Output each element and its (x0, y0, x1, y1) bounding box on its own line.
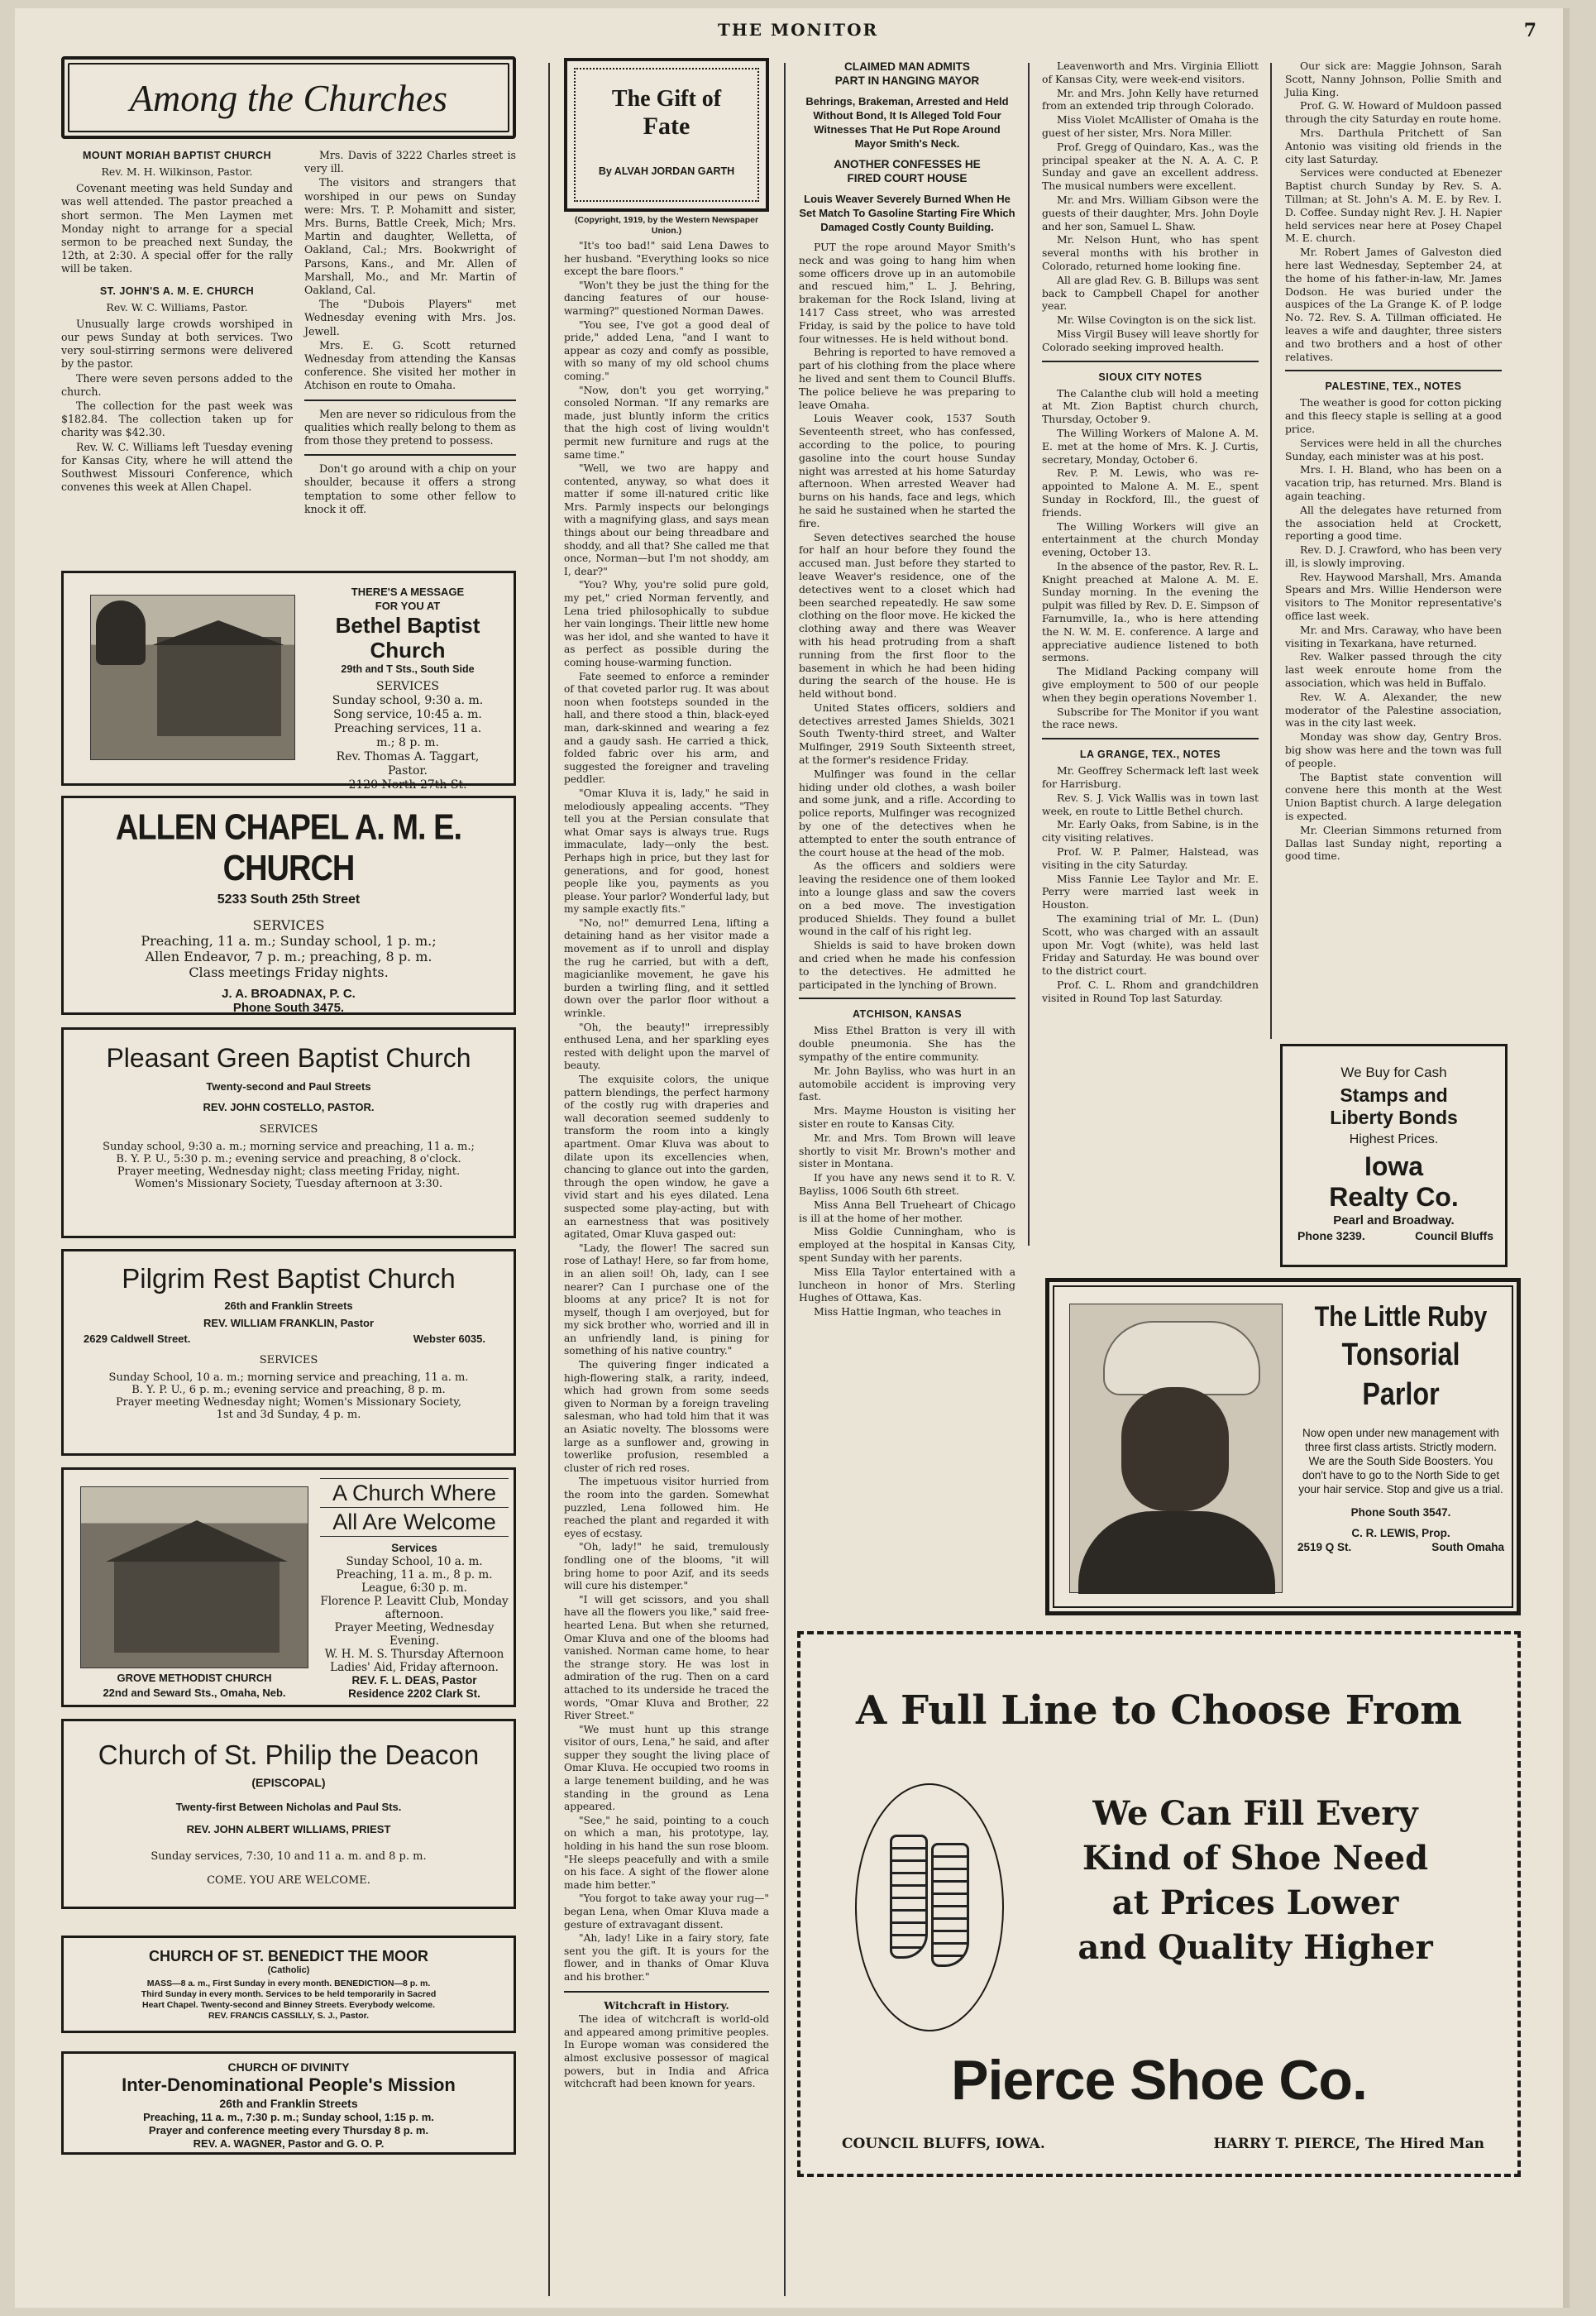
divider (304, 400, 516, 401)
little-ruby-ad (1045, 1278, 1521, 1615)
ad-title: Realty Co. (1329, 1182, 1459, 1212)
ad-text: We Buy for Cash (1340, 1065, 1447, 1080)
divider (564, 1991, 769, 1993)
story-paragraph: "It's too bad!" said Lena Dawes to her husband. "Everything looks so nice except the bare floors." (564, 240, 769, 278)
story-paragraph: "See," he said, pointing to a couch on which a man, his prototype, lay, holding in his hand the sun rose bloom. "He sleeps peacefully and with a smile on his face. A sight of the flower alone made him better." (564, 1814, 769, 1891)
witchcraft-text: The idea of witchcraft is world-old and appeared among primitive peoples. In Europe woman was considered the almost exclusive possessor of magical powers, but in India and Africa witchcraft had been known for years. (564, 2013, 769, 2090)
divider (799, 998, 1015, 999)
ad-phone: Phone 3239. (1297, 1229, 1365, 1242)
news-paragraph: Miss Virgil Busey will leave shortly for Colorado seeking improved health. (1042, 327, 1259, 353)
ad-text: Highest Prices. (1349, 1132, 1439, 1146)
news-paragraph: Mrs. Darthula Pritchett of San Antonio was visiting old friends in the city last Saturday. (1285, 126, 1502, 165)
ad-text: J. A. BROADNAX, P. C. (222, 987, 356, 1001)
ad-services-label: SERVICES (259, 1354, 318, 1366)
ad-text: Prayer meeting, Wednesday night; class meeting Friday, night. (117, 1165, 461, 1178)
news-paragraph: Mr. and Mrs. Tom Brown will leave shortly to visit Mr. Brown's mother and sister in Montana. (799, 1131, 1015, 1170)
ad-text: 2629 Caldwell Street. (84, 1333, 191, 1345)
barber-portrait (1069, 1304, 1283, 1593)
story-paragraph: "Lady, the flower! The sacred sun rose of Lathay! Here, so far from home, in an alien soil! Oh, lady, can I see nearer? Can I purchase one of the blooms at any price? It is not for myself, though I am overjoyed, but for my sick brother who, worried and ill in an unfriendly land, is pining for something of his native country." (564, 1242, 769, 1357)
ad-text: and Quality Higher (1078, 1928, 1433, 1967)
news-paragraph: Mr. Robert James of Galveston died here last Wednesday, September 24, at the home of his father-in-law, Mr. James Dodson. He was buried under the auspices of the La Grange K. of P. lodge No. 72. Rev. S. A. Tillman officiated. He leaves a wife and daughter, three sisters and two brothers and a host of other relatives. (1285, 246, 1502, 363)
pleasant-green-ad (61, 1027, 516, 1238)
ad-caption: GROVE METHODIST CHURCH (117, 1672, 272, 1684)
ad-pastor: REV. A. WAGNER, Pastor and G. O. P. (193, 2137, 385, 2150)
church-news: Covenant meeting was held Sunday and was well attended. The pastor preached a short sermon. The Men Laymen met Monday night to arrange for a special sermon to be preached next Sunday, the 12th, at 2:30. A special offer for the rally will be taken. (61, 182, 293, 275)
churches-column-right (304, 149, 516, 562)
ad-text: Women's Missionary Society, Tuesday afternoon at 3:30. (134, 1178, 443, 1190)
divider (1042, 361, 1259, 362)
witchcraft-title: Witchcraft in History. (604, 1998, 729, 2012)
story-paragraph: "Oh, the beauty!" irrepressibly enthused Lena, and her sparkling eyes rested with delight upon the marvel of beauty. (564, 1021, 769, 1072)
ad-text: THERE'S A MESSAGE (351, 586, 465, 598)
story-paragraph: "Now, don't you get worrying," consoled Norman. "If any remarks are made, just bluntly inform the critics that the high cost of living wouldn't permit new furniture and rugs at the same time." (564, 384, 769, 461)
story-title: The Gift of (611, 86, 722, 112)
ad-title: Tonsorial (1341, 1337, 1460, 1372)
st-philip-ad (61, 1719, 516, 1909)
church-news: The visitors and strangers that worshiped in our pews on Sunday were: Mrs. T. P. Mohamitt and sister, Mrs. Burns, Battle Creek, Mich; Mrs. Martin and daughter, Welletta, of Oakland, Cal.; Mrs. Bookwright of Parsons, Kans., and Mr. Allen of Marshall, Mo., and Mr. Martin of Oakland, Cal. (304, 176, 516, 297)
ad-title: CHURCH OF ST. BENEDICT THE MOOR (148, 1948, 428, 1964)
news-paragraph: Miss Violet McAllister of Omaha is the guest of her sister, Mrs. Nora Miller. (1042, 113, 1259, 139)
church-news: Rev. W. C. Williams left Tuesday evening for Kansas City, where he will attend the Southwest Missouri Conference, which convenes this week at Allen Chapel. (61, 440, 293, 494)
ad-text: COUNCIL BLUFFS, IOWA. (842, 2136, 1045, 2152)
ad-text: Prayer and conference meeting every Thursday 8 p. m. (148, 2124, 429, 2137)
texas-paragraphs (1285, 60, 1502, 363)
news-paragraph: Mulfinger was found in the cellar hiding under old clothes, a wash boiler and some junk, and a rifle. According to police reports, Mulfinger was recognized by one of the detectives when he attempted to enter the south entrance of the court house at the head of the mob. (799, 767, 1015, 859)
sioux-paragraphs (1042, 387, 1259, 732)
ad-pastor: REV. F. L. DEAS, Pastor (351, 1674, 477, 1687)
ad-title: Stamps and (1340, 1084, 1448, 1106)
ad-title: Bethel Baptist (335, 613, 480, 638)
page-header (15, 20, 1570, 41)
church-news: Mrs. E. G. Scott returned Wednesday from attending the Kansas conference. She visited her mother in Atchison en route to Omaha. (304, 338, 516, 392)
story-paragraph: "Ah, lady! Like in a fairy story, fate sent you the gift. It is yours for the flower, and in thanks of Omar Kluva and his brother." (564, 1932, 769, 1983)
news-paragraph: Mr. Wilse Covington is on the sick list. (1057, 313, 1257, 327)
story-paragraph: The impetuous visitor hurried from the room into the garden. Somewhat puzzled, Lena followed him. He reached the plant and regarded it with eyes of ecstasy. (564, 1476, 769, 1539)
newspaper-page (15, 8, 1570, 2308)
news-paragraph: Miss Anna Bell Trueheart of Chicago is ill at the home of her mother. (799, 1198, 1015, 1224)
news-paragraph: Mr. John Bayliss, who was hurt in an automobile accident is improving very fast. (799, 1064, 1015, 1103)
church-news: The "Dubois Players" met Wednesday evening with Mrs. Jos. Jewell. (304, 298, 516, 337)
ad-address: Twenty-second and Paul Streets (206, 1080, 371, 1093)
ad-text: CHURCH OF DIVINITY (227, 2060, 350, 2074)
iowa-realty-ad (1280, 1044, 1508, 1267)
news-paragraph: United States officers, soldiers and detectives arrested James Shields, 3021 South Twenty-third street, and Walter Mulfinger, 2919 South Sixteenth street, at the former's residence Friday. (799, 701, 1015, 767)
ad-text: Sunday school, 9:30 a. m. (332, 694, 484, 707)
church-building (157, 637, 281, 736)
allen-chapel-ad (61, 796, 516, 1015)
ad-text: Third Sunday in every month. Services to be held temporarily in Sacred (141, 1989, 437, 1999)
pastor-portrait (96, 601, 146, 665)
shoe-icon (931, 1843, 969, 1967)
ad-text: 2120 North 27th St. (348, 778, 467, 792)
church-roof (106, 1520, 288, 1562)
church-news: Unusually large crowds worshiped in our pews Sunday at both services. Two very soul-stirring sermons were delivered by the pastor. (61, 317, 293, 371)
ad-text: Allen Endeavor, 7 p. m.; preaching, 8 p. m. (145, 949, 432, 964)
church-building (114, 1562, 280, 1653)
ad-services-label: Services (391, 1542, 437, 1554)
news-paragraph: Mrs. I. H. Bland, who has been on a vacation trip, has returned. Mrs. Bland is again teaching. (1285, 463, 1502, 502)
ad-text: Council Bluffs (1415, 1229, 1493, 1242)
news-paragraph: If you have any news send it to R. V. Bayliss, 1006 South 6th street. (799, 1171, 1015, 1197)
news-paragraph: Rev. D. J. Crawford, who has been very ill, is slowly improving. (1285, 543, 1502, 569)
ad-address: 5233 South 25th Street (217, 892, 361, 907)
news-paragraph: Rev. W. A. Alexander, the new moderator of the Palestine association, was in the city last week. (1285, 690, 1502, 730)
story-copyright: (Copyright, 1919, by the Western Newspaper Union.) (574, 215, 759, 236)
news-paragraph: The Calanthe club will hold a meeting at Mt. Zion Baptist church church, Thursday, October 9. (1042, 386, 1259, 426)
news-paragraph: Prof. W. P. Palmer, Halstead, was visiting in the city Saturday. (1042, 845, 1259, 871)
church-title: ST. JOHN'S A. M. E. CHURCH (99, 285, 255, 297)
grove-methodist-ad (61, 1467, 516, 1707)
st-benedict-ad (61, 1936, 516, 2033)
news-paragraph: Rev. S. J. Vick Wallis was in town last week, en route to Little Bethel church. (1042, 791, 1259, 817)
news-paragraph: Mr. Nelson Hunt, who has spent several months with his brother in Colorado, returned home looking fine. (1042, 233, 1259, 272)
story-title-box (564, 58, 769, 212)
story-author: By ALVAH JORDAN GARTH (598, 165, 735, 177)
news-paragraph: Prof. Gregg of Quindaro, Kas., was the principal speaker at the N. A. A. C. P. Sunday and gave an excellent address. The musical numbers were excellent. (1042, 140, 1259, 193)
ad-text: Preaching, 11 a. m., 8 p. m. (336, 1568, 493, 1581)
lagrange-paragraphs (1042, 764, 1259, 1004)
story-title: Fate (643, 112, 690, 140)
pilgrim-rest-ad (61, 1249, 516, 1456)
section-title: SIOUX CITY NOTES (1098, 371, 1202, 383)
news-paragraph: The Baptist state convention will convene here this month at the West Union Baptist church. A large delegation is expected. (1285, 770, 1502, 823)
ad-pastor: REV. WILLIAM FRANKLIN, Pastor (203, 1317, 375, 1329)
ad-text: We Can Fill Every (1092, 1794, 1418, 1833)
news-paragraph: Services were held in all the churches Sunday, each minister was at his post. (1285, 436, 1502, 462)
filler-text: Men are never so ridiculous from the qualities which really belong to them as from those they pretend to possess. (304, 407, 516, 447)
headline: CLAIMED MAN ADMITS (843, 60, 971, 73)
churches-column-left (61, 149, 293, 562)
ad-text: South Omaha (1431, 1541, 1504, 1553)
news-paragraph: Shields is said to have broken down and cried when he made his confession to the detectives. He admitted he participated in the lynching of Brown. (799, 939, 1015, 991)
ad-title: Pierce Shoe Co. (951, 2049, 1367, 2112)
church-news: There were seven persons added to the church. (61, 371, 293, 398)
ad-title: Inter-Denominational People's Mission (122, 2074, 456, 2095)
texas-news-column (1285, 60, 1502, 1036)
news-paragraph: Miss Fannie Lee Taylor and Mr. E. Perry were married last week in Houston. (1042, 872, 1259, 912)
ad-title: Iowa (1364, 1151, 1424, 1181)
story-paragraph: "Well, we two are happy and contented, anyway, so what does it matter if some ill-natured critic like Mrs. Parmly inspects our belongings with a magnifying glass, and says mean things about our being threadbare and shoddy, and all that? She called me that once, Norman—but I'm not shoddy, am I, dear?" (564, 462, 769, 577)
divider (1042, 738, 1259, 739)
news-paragraph: In the absence of the pastor, Rev. R. L. Knight preached at Malone A. M. E. Sunday morning. In the evening the pulpit was filled by Rev. D. E. Simpson of Farnumville, Ia., who is here attending the N. W. M. E. conference. A large and appreciative audience listened to both sermons. (1042, 559, 1259, 664)
ad-caption: 22nd and Seward Sts., Omaha, Neb. (103, 1687, 286, 1699)
headline-deck: Behrings, Brakeman, Arrested and Held Without Bond, It Is Alleged Told Four Witnesses That He Put Rope Around Mayor Smith's Neck. (805, 95, 1009, 150)
ad-text: Phone South 3475. (232, 1001, 345, 1015)
suit (1078, 1511, 1275, 1594)
shoe-icon (890, 1835, 928, 1959)
ad-text: B. Y. P. U., 5:30 p. m.; evening service and preaching, 8 o'clock. (116, 1153, 461, 1165)
ad-headline: A Full Line to Choose From (855, 1687, 1463, 1734)
ad-address: Twenty-first Between Nicholas and Paul Sts. (175, 1801, 402, 1813)
story-paragraph: The exquisite colors, the unique pattern blendings, the perfect harmony of the costly rug with draperies and wall decoration seemed suddenly to transform the room into a kingly apartment. Omar Kluva was about to dilate upon its excellencies when, chancing to glance out into the garden, through the open window, he gave a vivid start and his eyes dilated. Lena suspected some play-acting, but with an earnestness that was positively agitated, Omar Kluva gasped out: (564, 1074, 769, 1241)
face (1121, 1387, 1229, 1511)
ad-text: Prayer Meeting, Wednesday Evening. (334, 1621, 495, 1648)
churches-heading-box (61, 56, 516, 139)
ad-text: Now open under new management with three first class artists. Strictly modern. We are the South Side Boosters. You don't have to go to the North Side to get your hair service. Stop and give us a trial. (1298, 1427, 1503, 1495)
ad-subtitle: (Catholic) (267, 1965, 310, 1975)
ad-pastor: REV. JOHN ALBERT WILLIAMS, PRIEST (186, 1823, 391, 1835)
ad-title: ALLEN CHAPEL A. M. E. CHURCH (115, 807, 462, 889)
ad-address: 26th and Franklin Streets (219, 2097, 358, 2110)
church-roof (152, 620, 284, 645)
ad-phone: Phone South 3547. (1350, 1506, 1451, 1519)
news-column (799, 60, 1015, 1318)
ad-text: Sunday School, 10 a. m.; morning service and preaching, 11 a. m. (108, 1371, 469, 1384)
story-paragraph: "No, no!" demurred Lena, lifting a detaining hand as her visitor made a movement as if to unroll and display the rug he carried, but with a deft, magicianlike movement, he gave his burden a twirling fling, and it settled down over the parlor floor without a wrinkle. (564, 916, 769, 1020)
ad-title: The Little Ruby (1314, 1301, 1488, 1333)
ad-text: Kind of Shoe Need (1082, 1839, 1429, 1878)
story-paragraph: "You? Why, you're solid pure gold, my pet," cried Norman fervently, and Lena tried philosophically to subdue her vain longings. Their little new home was her idol, and she wanted to have it as perfect as possible during the coming house-warming function. (564, 579, 769, 668)
ad-text: B. Y. P. U., 6 p. m.; evening service and preaching, 8 p. m. (131, 1384, 446, 1396)
ad-services-label: SERVICES (375, 680, 439, 693)
local-news-column (1042, 60, 1259, 1242)
news-paragraph: The Midland Packing company will give employment to 500 of our people when they begin operations November 1. (1042, 665, 1259, 704)
ad-text: Sunday services, 7:30, 10 and 11 a. m. and 8 p. m. (151, 1850, 427, 1863)
ad-subtitle: (EPISCOPAL) (251, 1776, 326, 1789)
filler-text: Don't go around with a chip on your shoulder, because it offers a strong temptation to some other fellow to knock it off. (304, 462, 516, 515)
page-number: 7 (1523, 20, 1536, 41)
news-paragraph: Behring is reported to have removed a part of his clothing from the place where he lived and sent them to Council Bluffs. The police believe he was preparing to leave Omaha. (799, 346, 1015, 411)
ad-text: Prayer meeting Wednesday night; Women's Missionary Society, (115, 1396, 462, 1409)
ad-text: League, 6:30 p. m. (361, 1581, 467, 1595)
ad-text: FOR YOU AT (375, 600, 441, 612)
ad-text: Preaching, 11 a. m.; Sunday school, 1 p. m.; (141, 933, 437, 949)
story-paragraph: "You see, I've got a good deal of pride," added Lena, "and I want to appear as cozy and comfy as possible, with so many of my old school chums coming." (564, 318, 769, 382)
ad-title: Pleasant Green Baptist Church (106, 1043, 471, 1073)
ad-text: 1st and 3d Sunday, 4 p. m. (216, 1409, 361, 1421)
story-paragraph: "You forgot to take away your rug—" began Lena, when Omar Kluva made a gesture of extravagant dissent. (564, 1893, 769, 1931)
news-paragraph: Mr. and Mrs. John Kelly have returned from an extended trip through Colorado. (1042, 86, 1259, 112)
news-paragraph: Prof. C. L. Rhom and grandchildren visited in Round Top last Saturday. (1042, 979, 1259, 1004)
church-title: MOUNT MORIAH BAPTIST CHURCH (82, 150, 272, 161)
ad-text: Rev. Thomas A. Taggart, (336, 750, 480, 763)
ad-title: Pilgrim Rest Baptist Church (122, 1263, 456, 1294)
bethel-baptist-ad (61, 571, 516, 792)
news-paragraph: Mrs. Mayme Houston is visiting her sister en route to Kansas City. (799, 1104, 1015, 1130)
ad-text: COME. YOU ARE WELCOME. (207, 1874, 370, 1887)
ad-address: 29th and T Sts., South Side (341, 663, 475, 675)
news-paragraph: The Willing Workers will give an entertainment at the church Monday evening, October 13. (1042, 519, 1259, 559)
church-pastor: Rev. W. C. Williams, Pastor. (106, 300, 248, 313)
news-paragraph: Miss Ella Taylor entertained with a luncheon in honor of Mrs. Sterling Hughes of Ottawa, Kas. (799, 1265, 1015, 1304)
ad-text: Florence P. Leavitt Club, Monday afternoon. (320, 1595, 509, 1621)
divider (304, 454, 516, 456)
ad-pastor: REV. JOHN COSTELLO, PASTOR. (203, 1101, 375, 1113)
story-paragraph: "Omar Kluva it is, lady," he said in melodiously appealing accents. "They tell you at the Persian consulate that what Omar says is always true. Rugs immaculate, lady—only the best. Perhaps high in price, but they last for generations, and for good, honest people like you, payments as you please. Your parlor? Wonderful lady, but my sample exactly fits." (564, 787, 770, 916)
story-column (564, 215, 769, 2299)
church-photo (80, 1486, 308, 1668)
news-paragraph: Rev. Walker passed through the city last week enroute home from the association, which was held in Buffalo. (1285, 650, 1502, 690)
news-paragraph: The weather is good for cotton picking and this fleecy staple is selling at a good price. (1285, 396, 1502, 435)
news-paragraph: Our sick are: Maggie Johnson, Sarah Scott, Nanny Johnson, Pollie Smith and Julia King. (1285, 60, 1502, 98)
news-paragraph: The Willing Workers of Malone A. M. E. met at the home of Mrs. K. J. Curtis, secretary, Monday, October 6. (1042, 426, 1259, 466)
column-rule (548, 63, 550, 2296)
ad-title: Parlor (1362, 1377, 1440, 1412)
ad-text: W. H. M. S. Thursday Afternoon (324, 1648, 504, 1661)
pierce-shoe-ad (797, 1631, 1521, 2177)
headline-deck: Louis Weaver Severely Burned When He Set Match To Gasoline Starting Fire Which Damaged Costly County Building. (799, 193, 1015, 233)
ad-text: Heart Chapel. Twenty-second and Binney Streets. Everybody welcome. (142, 2000, 435, 2010)
column-rule (784, 63, 786, 2296)
church-news: Mrs. Davis of 3222 Charles street is very ill. (304, 149, 516, 175)
ad-address: 26th and Franklin Streets (224, 1299, 353, 1312)
ad-text: Song service, 10:45 a. m. (333, 708, 482, 721)
ad-text: Sunday School, 10 a. m. (346, 1555, 483, 1568)
church-news: The collection for the past week was $182.84. The collection taken up for charity was $42.30. (61, 400, 293, 439)
ad-phone: Webster 6035. (413, 1333, 485, 1345)
ad-text: Pastor. (388, 764, 428, 778)
news-paragraph: Leavenworth and Mrs. Virginia Elliott of Kansas City, were week-end visitors. (1042, 60, 1259, 85)
local-paragraphs (1042, 60, 1259, 354)
news-paragraphs (799, 241, 1015, 991)
story-paragraphs (564, 240, 769, 1984)
church-photo (90, 595, 295, 760)
news-paragraph: Monday was show day, Gentry Bros. big show was here and the town was full of people. (1285, 730, 1502, 769)
story-paragraph: "Oh, lady!" he said, tremulously fondling one of the blooms, "it will bring home to poor Azif, and its seeds will cure his distemper." (564, 1541, 769, 1592)
divinity-mission-ad (61, 2051, 516, 2155)
column-rule (1028, 63, 1030, 1246)
ad-text: MASS—8 a. m., First Sunday in every month. BENEDICTION—8 p. m. (146, 1979, 431, 1988)
ad-text: Preaching, 11 a. m., 7:30 p. m.; Sunday school, 1:15 p. m. (143, 2111, 434, 2123)
ad-text: Residence 2202 Clark St. (348, 1687, 480, 1700)
column-rule (1270, 63, 1272, 1039)
news-paragraph: Seven detectives searched the house for half an hour before they found the accused man. Just before they started to leave Weaver's residence, one of the detectives went to a closet which had been searched repeatedly. He saw some clothing on the floor move. He kicked the clothing away and there was Weaver with his head protruding from a shaft running from the first floor to the basement in which he had been hiding during the search of the house. He is held without bond. (799, 530, 1015, 701)
ad-services-label: SERVICES (259, 1123, 318, 1136)
story-paragraph: "Won't they be just the thing for the dancing features of our house-warming?" questioned Norman Dawes. (564, 279, 769, 317)
palestine-paragraphs (1285, 396, 1502, 863)
ad-title: Liberty Bonds (1330, 1107, 1458, 1128)
news-paragraph: Subscribe for The Monitor if you want the race news. (1042, 705, 1259, 731)
masthead: THE MONITOR (718, 20, 879, 40)
section-title: LA GRANGE, TEX., NOTES (1079, 749, 1221, 761)
ad-title: Church of St. Philip the Deacon (98, 1739, 480, 1770)
news-paragraph: All are glad Rev. G. B. Billups was sent back to Campbell Chapel for another year. (1042, 273, 1259, 313)
news-paragraph: The examining trial of Mr. L. (Dun) Scott, who was charged with an assault upon Mr. Vogt (white), was held last Friday and Saturday. He was bound over to the district court. (1042, 912, 1259, 978)
churches-heading: Among the Churches (129, 77, 448, 119)
divider (1285, 370, 1502, 371)
ad-text: Class meetings Friday nights. (189, 964, 389, 980)
news-paragraph: Services were conducted at Ebenezer Baptist church Sunday by Rev. S. A. Tillman; at St. John's A. M. E. by Rev. I. D. Coffee. Sunday night Rev. J. H. Napier held services near here at Posey Chapel M. E. church. (1285, 166, 1502, 245)
ad-text: HARRY T. PIERCE, The Hired Man (1213, 2136, 1484, 2152)
ad-text: Preaching services, 11 a. (333, 722, 482, 735)
section-title: PALESTINE, TEX., NOTES (1325, 380, 1462, 393)
news-paragraph: Mr. Geoffrey Schermack left last week for Harrisburg. (1042, 764, 1259, 791)
ad-title: A Church Where (320, 1478, 509, 1507)
news-paragraph: As the officers and soldiers were leaving the residence one of them looked into a lounge glass and saw the covers on a bed move. The investigation produced Shields. They found a bullet wound in the calf of his right leg. (799, 859, 1015, 938)
news-paragraph: All the delegates have returned from the association held at Crockett, reporting a good time. (1285, 503, 1502, 543)
ad-services-label: SERVICES (252, 917, 325, 933)
ad-title: All Are Welcome (320, 1507, 509, 1537)
ad-text: Sunday school, 9:30 a. m.; morning service and preaching, 11 a. m.; (103, 1141, 475, 1153)
news-paragraph: Prof. G. W. Howard of Muldoon passed through the city Saturday en route home. (1285, 99, 1502, 126)
headline: FIRED COURT HOUSE (847, 172, 968, 184)
story-paragraph: "We must hunt up this strange visitor of ours, Lena," he said, and after supper they sought the living place of Omar Kluva. He occupied two rooms in a large tenement building, and he was standing in the ground as Lena appeared. (564, 1723, 769, 1813)
ad-pastor: REV. FRANCIS CASSILLY, S. J., Pastor. (208, 2011, 370, 2021)
ad-title: Church (370, 638, 446, 663)
story-paragraph: The quivering finger indicated a high-flowering stalk, a rarity, indeed, which had grown from some seeds given to Norman by a foreign traveling salesman, who had told him that it was an Asiatic novelty. The blossoms were large as a sunflower and, growing in towerlike profusion, resembled a cluster of rich red roses. (564, 1359, 769, 1474)
news-paragraph: Mr. Cleerian Simmons returned from Dallas last Sunday night, reporting a good time. (1285, 823, 1502, 863)
news-paragraph: PUT the rope around Mayor Smith's neck and was going to hang him when some officers drove up in an automobile and rescued him," L. J. Behring, brakeman for the Rock Island, living at 1417 Cass street, who was arrested Friday, is said by the police to have told four witnesses. He is held without bond. (799, 241, 1015, 345)
ad-text: m.; 8 p. m. (376, 736, 439, 749)
news-paragraph: Rev. Haywood Marshall, Mrs. Amanda Spears and Mrs. Willie Henderson were visitors to The Monitor representative's office last week. (1285, 570, 1502, 623)
news-paragraph: Rev. P. M. Lewis, who was re-appointed to Malone A. M. E., spent Sunday in Rockford, Ill., the guest of friends. (1042, 467, 1259, 519)
news-paragraph: Miss Goldie Cunningham, who is employed at the hospital in Kansas City, spent Sunday with her parents. (799, 1225, 1015, 1264)
story-paragraph: Fate seemed to enforce a reminder of that coveted parlor rug. It was about noon when footsteps sounded in the hall, and there stood a thin, black-eyed man, dark-skinned and wearing a fez and a gaudy sash. He carried a thick, folded fabric over his arm, and suggested the foreigner and traveling peddler. (564, 670, 769, 786)
news-paragraph: Mr. and Mrs. Caraway, who have been visiting in Texarkana, have returned. (1285, 623, 1502, 649)
news-paragraph: Miss Hattie Ingman, who teaches in (814, 1305, 1001, 1318)
news-paragraph: Mr. Early Oaks, from Sabine, is in the city visiting relatives. (1042, 818, 1259, 845)
headline: ANOTHER CONFESSES HE (834, 158, 981, 170)
news-paragraph: Miss Ethel Bratton is very ill with double pneumonia. She has the sympathy of the entire community. (799, 1024, 1015, 1064)
ad-text: at Prices Lower (1111, 1883, 1399, 1922)
headline: PART IN HANGING MAYOR (834, 74, 980, 87)
news-paragraph: Mr. and Mrs. William Gibson were the guests of their daughter, Mrs. John Doyle and her son, Samuel L. Shaw. (1042, 193, 1259, 232)
ad-text: C. R. LEWIS, Prop. (1351, 1527, 1450, 1539)
shoe-illustration (855, 1783, 1004, 2031)
ad-text: Ladies' Aid, Friday afternoon. (330, 1661, 499, 1674)
news-paragraph: Louis Weaver cook, 1537 South Seventeenth street, who has confessed, according to the police, to pouring gasoline into the court house Sunday night was arrested at his home Saturday afternoon. When arrested Weaver had burns on his hands, face and legs, which he said he sustained when he started the fire. (799, 412, 1015, 529)
atchison-paragraphs (799, 1024, 1015, 1318)
ad-address: 2519 Q St. (1297, 1541, 1352, 1553)
hat (1103, 1321, 1260, 1395)
section-title: ATCHISON, KANSAS (852, 1008, 963, 1021)
ad-address: Pearl and Broadway. (1333, 1213, 1455, 1227)
story-paragraph: "I will get scissors, and you shall have all the flowers you like," said free-hearted Lena. But when she returned, Omar Kluva and one of the blooms had vanished. Norman came home, to hear the strange story. He was lost in admiration of the rug. Then on a card attached to its underside he traced the words, "Omar Kluva and Brother, 22 River Street." (564, 1593, 769, 1722)
church-pastor: Rev. M. H. Wilkinson, Pastor. (101, 165, 253, 178)
